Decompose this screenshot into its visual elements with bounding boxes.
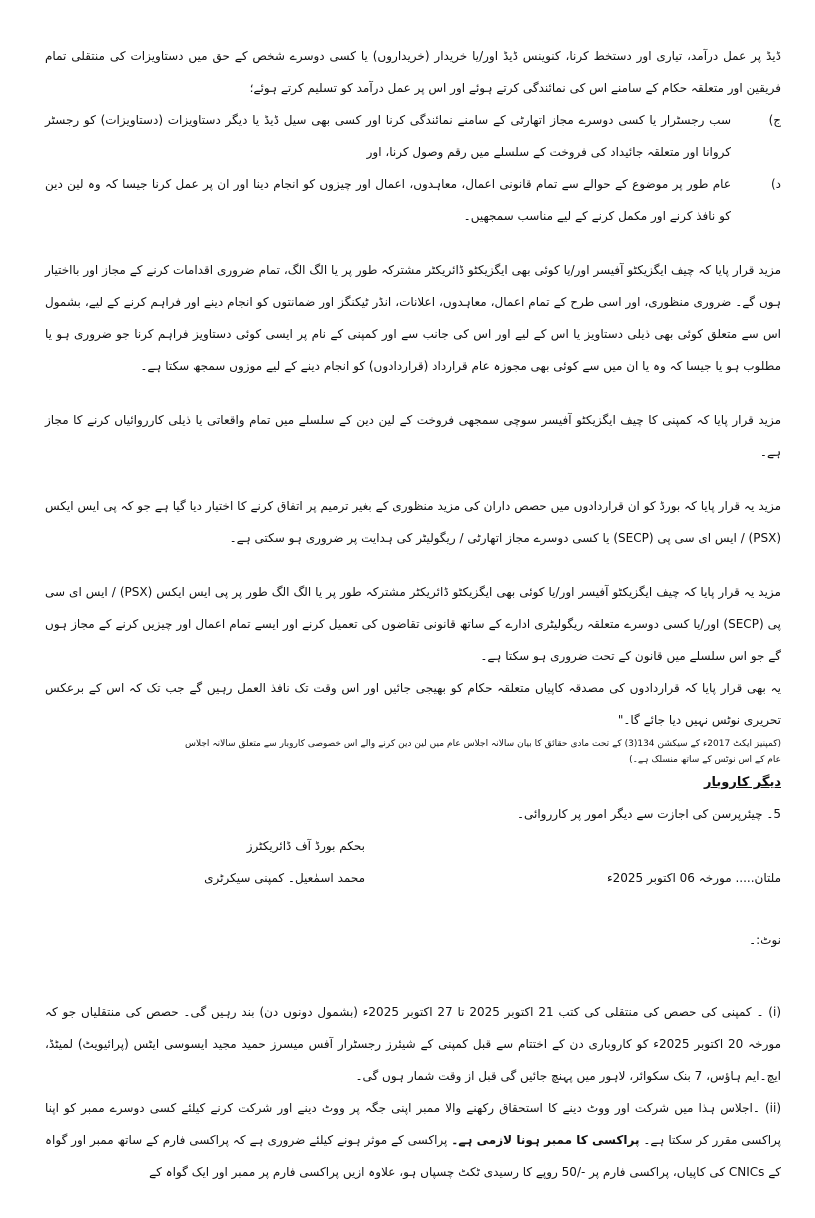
item-d xyxy=(45,168,781,232)
note-ii-bold-requirement: پراکسی کا ممبر ہونا لازمی ہے۔ xyxy=(451,1133,640,1147)
item-marker-d: د) xyxy=(770,177,781,191)
item-j-text: سب رجسٹرار یا کسی دوسرے مجاز اتھارٹی کے سامنے نمائندگی کرنا اور کسی بھی سیل ڈیڈ یا دیگر دستاویزات (دستاویزات) کو رجسٹر کروانا اور متعلقہ جائیداد کی فروخت کے سلسلے میں رقم وصول کرنا، اور xyxy=(45,113,731,159)
paragraph-deed-execution: ڈیڈ پر عمل درآمد، تیاری اور دستخط کرنا، کنوینس ڈیڈ اور/یا خریدار (خریداروں) یا کسی دوسرے شخص کے حق میں دستاویزات کی منتقلی تمام فریقین اور متعلقہ حکام کے سامنے اس کی نمائندگی کرتے ہوئے اور اس پر عمل درآمد کو تسلیم کرتے ہوئے؛ xyxy=(45,49,781,95)
signature-by-order: بحکم بورڈ آف ڈائریکٹرز xyxy=(246,839,365,853)
paragraph-resolution-certified-copies: یہ بھی قرار پایا کہ قراردادوں کی مصدقہ کاپیاں متعلقہ حکام کو بھیجی جائیں اور اس وقت تک نافذ العمل رہیں گے جب تک کہ اس کے برعکس تحریری نوٹس نہیں دیا جائے گا۔" xyxy=(45,681,781,727)
place-and-date: ملتان..... مورخہ 06 اکتوبر 2025ء xyxy=(606,871,781,885)
other-business-heading: دیگر کاروبار xyxy=(704,775,781,790)
paragraph-resolution-incidental-actions: مزید قرار پایا کہ کمپنی کا چیف ایگزیکٹو آفیسر سوچی سمجھی فروخت کے لین دین کے سلسلے میں تمام واقعاتی یا ذیلی کارروائیاں کرنے کا مجاز ہے۔ xyxy=(45,413,781,459)
item-d-text: عام طور پر موضوع کے حوالے سے تمام قانونی اعمال، معاہدوں، اعمال اور چیزوں کو انجام دینا اور ان پر عمل کرنا جیسا کہ وہ لین دین کو نافذ کرنے اور مکمل کرنے کے لیے مناسب سمجھیں۔ xyxy=(45,177,731,223)
note-i-book-closure: (i) ۔ کمپنی کی حصص کی منتقلی کی کتب 21 اکتوبر 2025 تا 27 اکتوبر 2025ء (بشمول دونوں دن) بند رہیں گی۔ حصص کی منتقلیاں جو کہ مورخہ 20 اکتوبر 2025ء کو کاروباری دن کے اختتام سے قبل کمپنی کے شیئرز رجسٹرار آفس میسرز حمید مجید ایسوسی ایٹس (پرائیویٹ) لمیٹڈ، ایچ۔ایم ہاؤس، 7 بنک سکوائر، لاہور میں پہنچ جائیں گی قبل از وقت شمار ہوں گی۔ xyxy=(45,1005,781,1083)
note-ii-text-a: (ii) ۔اجلاس ہذا میں شرکت اور ووٹ دینے کا استحقاق رکھنے والا ممبر اپنی جگہ پر ووٹ دینے اور شرکت کرنے کیلئے کسی دوسرے ممبر کو اپنا پراکسی مقرر کر سکتا ہے۔ xyxy=(45,1101,781,1147)
notes-title: نوٹ:۔ xyxy=(749,933,781,947)
signature-row-1 xyxy=(45,830,781,862)
paragraph-resolution-regulatory-compliance: مزید یہ قرار پایا کہ چیف ایگزیکٹو آفیسر اور/یا کوئی بھی ایگزیکٹو ڈائریکٹر مشترکہ طور پر یا الگ الگ طور پر پی ایس ایکس (PSX) / ایس ای سی پی (SECP) اور/یا کسی دوسرے متعلقہ ریگولیٹری ادارے کے ساتھ قانونی تقاضوں کی تعمیل کرنے اور ایسے تمام اعمال اور چیزیں کرنے کے مجاز ہوں گے جو اس سلسلے میں قانون کے تحت ضروری ہو سکتا ہے۔ xyxy=(45,585,781,663)
signature-row-2 xyxy=(45,862,781,894)
signature-name: محمد اسمٰعیل۔ کمپنی سیکرٹری xyxy=(204,871,365,885)
paragraph-resolution-ceo-authority: مزید قرار پایا کہ چیف ایگزیکٹو آفیسر اور/یا کوئی بھی ایگزیکٹو ڈائریکٹر مشترکہ طور پر یا الگ الگ، تمام ضروری اقدامات کرنے کے مجاز اور بااختیار ہوں گے۔ ضروری منظوری، اور اسی طرح کے تمام اعمال، معاہدوں، اعلانات، انڈر ٹیکنگز اور ضمانتوں کو انجام دینے اور فراہم کرنے کے لیے، بشمول اس سے متعلق کوئی بھی ذیلی دستاویز یا اس کے لیے اور اس کی جانب سے اور کمپنی کے نام پر ایسی کوئی دستاویز فراہم کرنا جو ضروری ہو یا مطلوب ہو یا جیسا کہ وہ یا ان میں سے کوئی بھی مجوزہ عام قرارداد (قراردادوں) کو انجام دینے کے لیے موزوں سمجھ سکتا ہے۔ xyxy=(45,263,781,373)
item-j xyxy=(45,104,781,168)
statement-material-facts-note: (کمپنیز ایکٹ 2017ء کے سیکشن 134(3) کے تحت مادی حقائق کا بیان سالانہ اجلاس عام میں لین دین کرنے والے اس خصوصی کاروبار سے متعلق سالانہ اجلاس عام کے اس نوٹس کے ساتھ منسلک ہے۔) xyxy=(185,739,781,765)
agenda-item-5: 5۔ چیئرپرسن کی اجازت سے دیگر امور پر کارروائی۔ xyxy=(516,807,781,821)
item-marker-j: ج) xyxy=(768,113,781,127)
note-ii-proxy xyxy=(45,1092,781,1188)
note-ii-text-b: پراکسی کے موثر ہونے کیلئے ضروری ہے کہ پراکسی فارم کے ساتھ ممبر اور گواہ کے CNICs کی کاپیاں، پراکسی فارم پر -/50 روپے کا رسیدی ٹکٹ چسپاں ہو، علاوہ ازیں پراکسی فارم پر ممبر اور ایک گواہ کے xyxy=(45,1133,781,1179)
paragraph-resolution-board-amendments: مزید یہ قرار پایا کہ بورڈ کو ان قراردادوں میں حصص داران کی مزید منظوری کے بغیر ترمیم پر اتفاق کرنے کا اختیار دیا گیا ہے جو کہ پی ایس ایکس (PSX) / ایس ای سی پی (SECP) یا کسی دوسرے مجاز اتھارٹی / ریگولیٹر کی ہدایت پر ضروری ہو سکتی ہے۔ xyxy=(45,499,781,545)
